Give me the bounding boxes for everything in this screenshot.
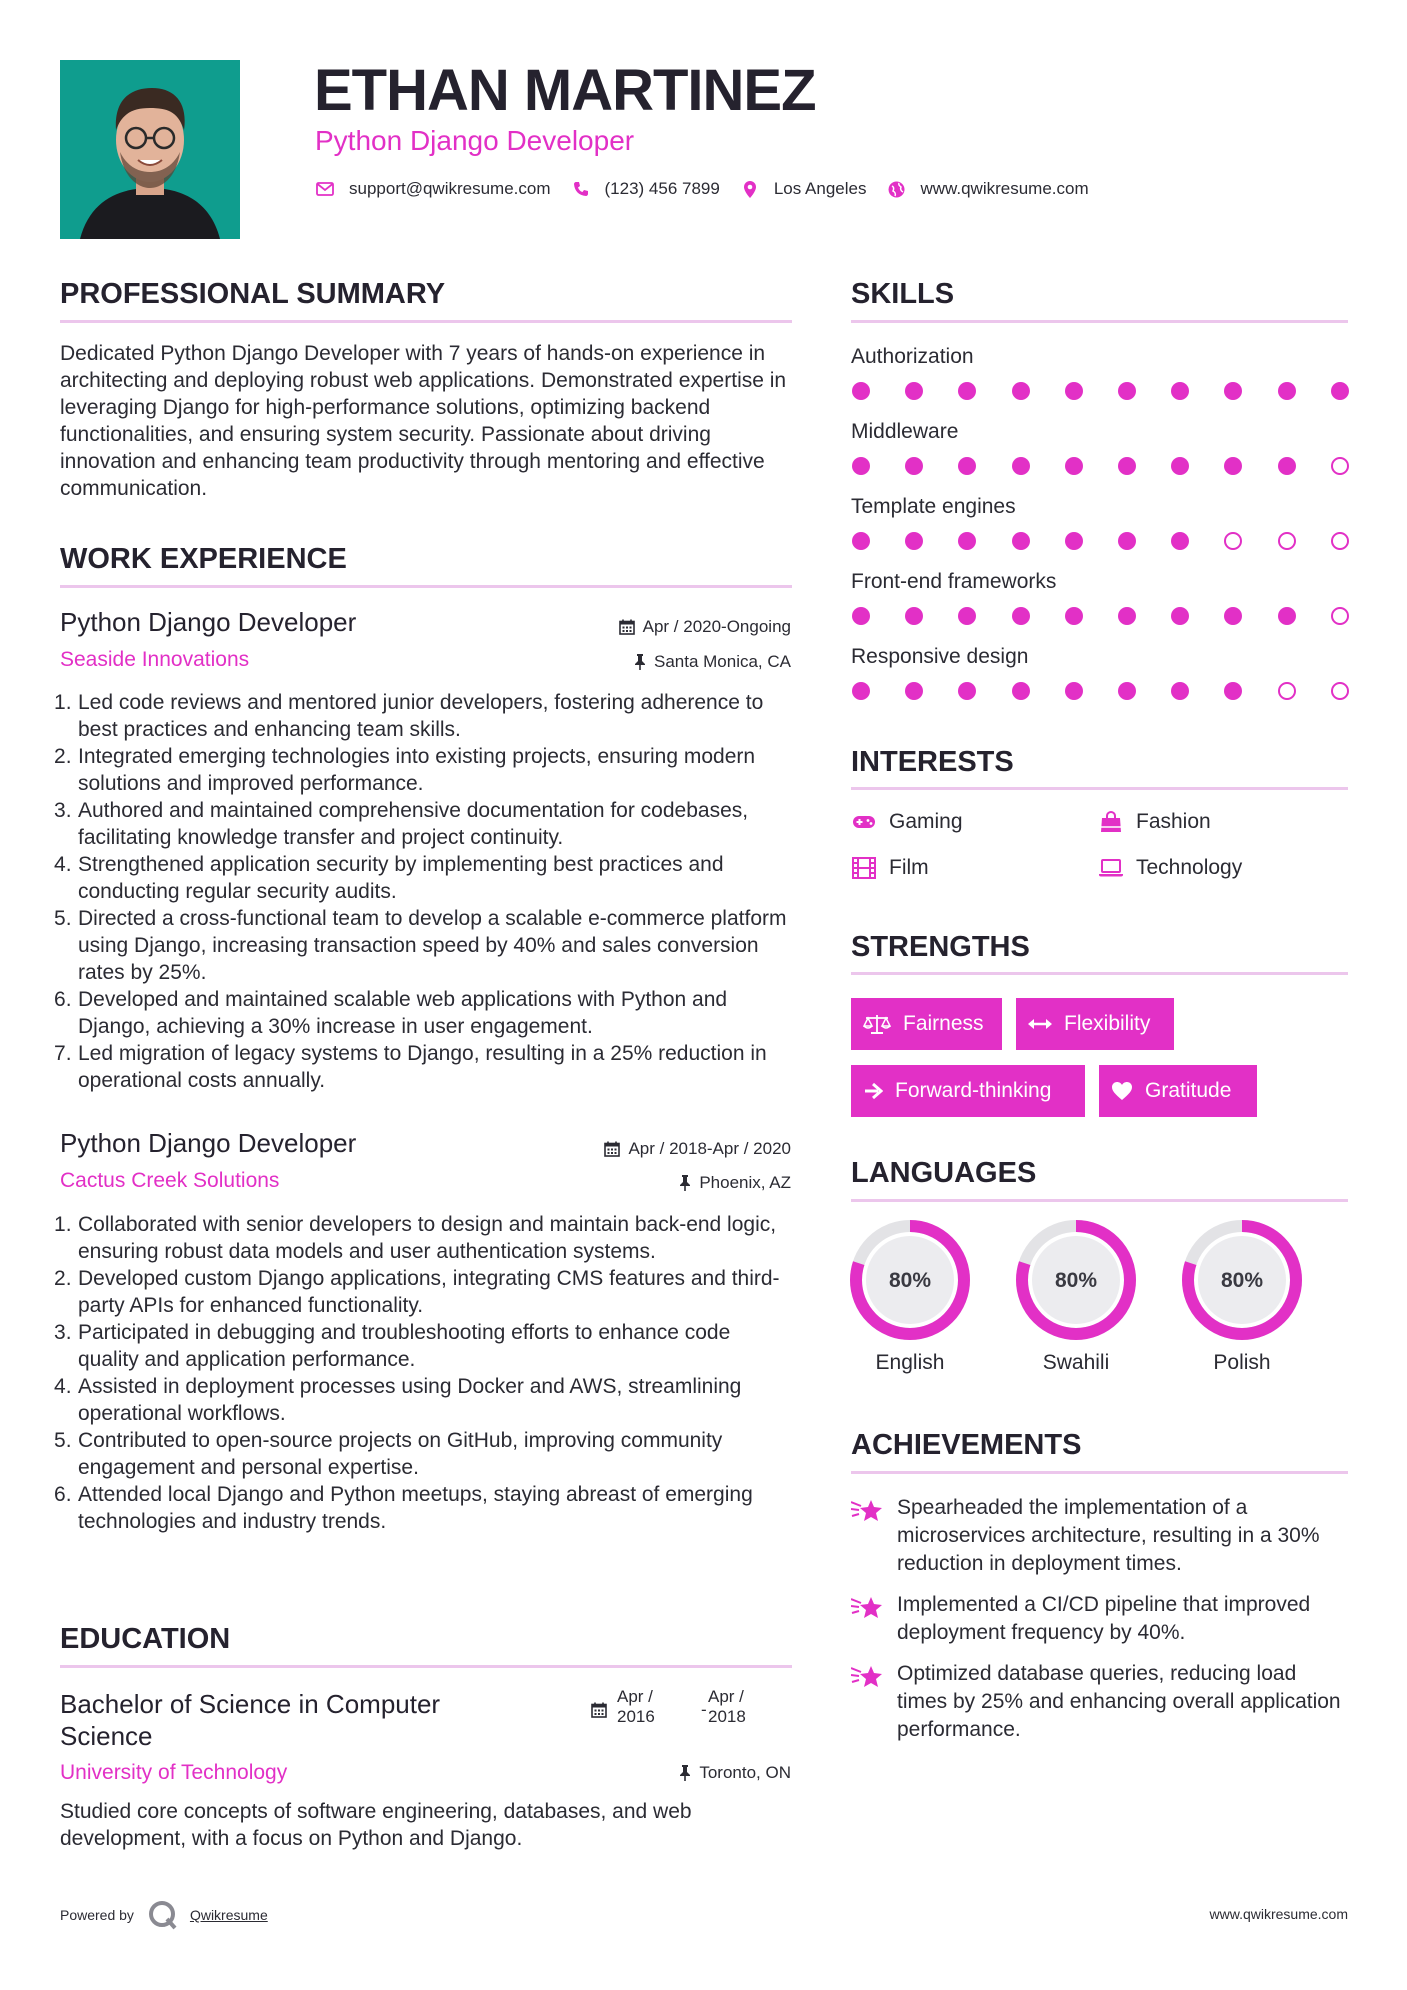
rating-dot-empty xyxy=(1331,607,1349,625)
language-percent: 80% xyxy=(888,1269,932,1292)
strength-tag-forward-thinking: Forward-thinking xyxy=(851,1065,1085,1117)
rating-dot-filled xyxy=(1278,607,1296,625)
balance-scale-icon xyxy=(863,1013,891,1035)
job-duties xyxy=(60,1211,792,1535)
footer-branding xyxy=(60,1900,268,1930)
rating-dot-filled xyxy=(958,532,976,550)
job-dates: Apr / 2020-Ongoing xyxy=(619,616,791,638)
strength-tag-flexibility: Flexibility xyxy=(1016,998,1174,1050)
achievements-rule xyxy=(851,1471,1348,1474)
rating-dot-filled xyxy=(1224,607,1242,625)
job-title: Python Django Developer xyxy=(60,607,357,637)
rating-dot-filled xyxy=(852,382,870,400)
skills-rule xyxy=(851,320,1348,323)
school-name: University of Technology xyxy=(60,1761,288,1784)
rating-dot-filled xyxy=(1065,382,1083,400)
powered-by-label: Powered by xyxy=(60,1907,134,1923)
duty-item: Contributed to open-source projects on GitHub, improving community engagement and personal expertise. xyxy=(78,1429,723,1479)
rating-dot-filled xyxy=(1065,457,1083,475)
strengths-rule xyxy=(851,972,1348,975)
rating-dot-filled xyxy=(905,607,923,625)
languages-rule xyxy=(851,1199,1348,1202)
skill-name: Middleware xyxy=(851,420,959,443)
education-heading: EDUCATION xyxy=(60,1623,231,1655)
website-text: www.qwikresume.com xyxy=(920,179,1089,198)
globe-icon xyxy=(886,179,906,199)
duty-item: Developed custom Django applications, integrating CMS features and third-party APIs for enhanced functionality. xyxy=(78,1267,780,1317)
duty-item: Integrated emerging technologies into existing projects, ensuring modern solutions and improved performance. xyxy=(78,745,756,795)
rating-dot-filled xyxy=(1118,607,1136,625)
pushpin-icon xyxy=(679,1175,691,1191)
rating-dot-filled xyxy=(958,607,976,625)
language-progress-ring xyxy=(848,1218,972,1342)
language-percent: 80% xyxy=(1054,1269,1098,1292)
company-name: Seaside Innovations xyxy=(60,648,250,671)
achievement-item: Optimized database queries, reducing load times by 25% and enhancing overall application performance. xyxy=(851,1660,1348,1744)
skill-rating xyxy=(851,682,1348,702)
language-item xyxy=(848,1218,972,1376)
job-location: Santa Monica, CA xyxy=(634,651,791,673)
rating-dot-filled xyxy=(905,532,923,550)
rating-dot-empty xyxy=(1331,682,1349,700)
rating-dot-filled xyxy=(1171,382,1189,400)
rating-dot-filled xyxy=(1118,382,1136,400)
shopping-bag-icon xyxy=(1098,811,1124,833)
skill-rating xyxy=(851,382,1348,402)
interest-fashion: Fashion xyxy=(1098,809,1211,835)
language-name: Swahili xyxy=(1042,1351,1110,1374)
film-icon xyxy=(851,857,877,879)
rating-dot-filled xyxy=(852,532,870,550)
rating-dot-filled xyxy=(1012,532,1030,550)
rating-dot-filled xyxy=(1118,532,1136,550)
rating-dot-filled xyxy=(1171,607,1189,625)
calendar-icon xyxy=(591,1702,607,1718)
rating-dot-filled xyxy=(958,457,976,475)
candidate-title: Python Django Developer xyxy=(315,125,635,156)
rating-dot-filled xyxy=(852,682,870,700)
skill-name: Responsive design xyxy=(851,645,1029,668)
duty-item: Developed and maintained scalable web applications with Python and Django, achieving a 30% increase in user engagement. xyxy=(78,988,728,1038)
map-marker-icon xyxy=(740,179,760,199)
interest-technology: Technology xyxy=(1098,855,1242,881)
rating-dot-filled xyxy=(1171,532,1189,550)
rating-dot-filled xyxy=(1012,382,1030,400)
job-duties xyxy=(60,689,792,1094)
phone-text: (123) 456 7899 xyxy=(604,179,720,198)
duty-item: Led code reviews and mentored junior developers, fostering adherence to best practices and enhancing team skills. xyxy=(78,691,764,741)
education-rule xyxy=(60,1665,792,1668)
phone-icon xyxy=(571,179,591,199)
language-name: English xyxy=(875,1351,945,1374)
language-progress-ring xyxy=(1014,1218,1138,1342)
achievement-item: Spearheaded the implementation of a microservices architecture, resulting in a 30% reduction in deployment times. xyxy=(851,1494,1348,1578)
calendar-icon xyxy=(619,619,635,635)
job-dates: Apr / 2018-Apr / 2020 xyxy=(604,1138,791,1160)
rating-dot-filled xyxy=(1278,382,1296,400)
laptop-icon xyxy=(1098,859,1124,877)
rating-dot-filled xyxy=(1012,607,1030,625)
strength-tag-gratitude: Gratitude xyxy=(1099,1065,1257,1117)
interest-film: Film xyxy=(851,855,929,881)
rating-dot-empty xyxy=(1331,532,1349,550)
profile-photo xyxy=(60,60,240,239)
rating-dot-filled xyxy=(905,382,923,400)
rating-dot-filled xyxy=(1012,682,1030,700)
arrows-horizontal-icon xyxy=(1028,1018,1052,1030)
duty-item: Assisted in deployment processes using Docker and AWS, streamlining operational workflows. xyxy=(78,1375,742,1425)
summary-text: Dedicated Python Django Developer with 7 years of hands-on experience in architecting and deploying robust web applications. Demonstrated expertise in leveraging Django for high-performance solutions, optimizing backend functionalities, and ensuring system security. Passionate about driving innovation and enhancing team productivity through mentoring and effective communication. xyxy=(60,342,787,500)
duty-item: Collaborated with senior developers to design and maintain back-end logic, ensuring robust data models and user authentication systems. xyxy=(78,1213,777,1263)
rating-dot-filled xyxy=(1278,457,1296,475)
strengths-heading: STRENGTHS xyxy=(851,931,1030,963)
language-item xyxy=(1180,1218,1304,1376)
footer-site[interactable]: www.qwikresume.com xyxy=(1209,1906,1348,1922)
arrow-right-icon xyxy=(863,1082,883,1100)
skill-name: Authorization xyxy=(851,345,974,368)
experience-heading: WORK EXPERIENCE xyxy=(60,543,347,575)
gamepad-icon xyxy=(851,815,877,829)
rating-dot-filled xyxy=(1065,607,1083,625)
rating-dot-empty xyxy=(1278,532,1296,550)
rating-dot-filled xyxy=(1065,682,1083,700)
qwikresume-logo-icon xyxy=(148,1900,178,1930)
edu-start-date: Apr / 2016 xyxy=(617,1687,655,1726)
skill-rating xyxy=(851,532,1348,552)
contact-bar xyxy=(315,178,1109,200)
rating-dot-empty xyxy=(1278,682,1296,700)
contact-location xyxy=(740,178,867,200)
skill-name: Template engines xyxy=(851,495,1016,518)
rating-dot-empty xyxy=(1224,532,1242,550)
rating-dot-filled xyxy=(1171,457,1189,475)
rating-dot-filled xyxy=(1118,457,1136,475)
location-text: Los Angeles xyxy=(773,179,867,198)
duty-item: Authored and maintained comprehensive documentation for codebases, facilitating knowledge transfer and project continuity. xyxy=(78,799,749,849)
interests-heading: INTERESTS xyxy=(851,746,1014,778)
shooting-star-icon xyxy=(851,1660,885,1744)
heart-icon xyxy=(1111,1081,1133,1101)
language-item xyxy=(1014,1218,1138,1376)
shooting-star-icon xyxy=(851,1494,885,1578)
duty-item: Attended local Django and Python meetups, staying abreast of emerging technologies and industry trends. xyxy=(78,1483,753,1533)
rating-dot-filled xyxy=(958,682,976,700)
duty-item: Led migration of legacy systems to Django, resulting in a 25% reduction in operational costs annually. xyxy=(78,1042,767,1092)
job-location: Phoenix, AZ xyxy=(679,1172,791,1194)
qwikresume-link[interactable]: Qwikresume xyxy=(189,1907,268,1923)
language-name: Polish xyxy=(1213,1351,1271,1374)
skills-heading: SKILLS xyxy=(851,278,955,310)
rating-dot-filled xyxy=(1118,682,1136,700)
contact-email[interactable] xyxy=(315,178,551,200)
calendar-icon xyxy=(604,1141,620,1157)
languages-heading: LANGUAGES xyxy=(851,1157,1037,1189)
skill-rating xyxy=(851,607,1348,627)
skill-rating xyxy=(851,457,1348,477)
skill-name: Front-end frameworks xyxy=(851,570,1057,593)
duty-item: Strengthened application security by implementing best practices and conducting regular security audits. xyxy=(78,853,724,903)
education-description: Studied core concepts of software engineering, databases, and web development, with a focus on Python and Django. xyxy=(60,1800,692,1850)
rating-dot-filled xyxy=(1065,532,1083,550)
company-name: Cactus Creek Solutions xyxy=(60,1169,280,1192)
shooting-star-icon xyxy=(851,1591,885,1647)
edu-end-date: Apr / 2018 xyxy=(708,1687,746,1726)
contact-website[interactable] xyxy=(886,178,1088,200)
summary-rule xyxy=(60,320,792,323)
experience-rule xyxy=(60,585,792,588)
duty-item: Participated in debugging and troubleshooting efforts to enhance code quality and application performance. xyxy=(78,1321,731,1371)
language-progress-ring xyxy=(1180,1218,1304,1342)
rating-dot-filled xyxy=(1331,382,1349,400)
interest-gaming: Gaming xyxy=(851,809,963,835)
rating-dot-filled xyxy=(1224,682,1242,700)
language-percent: 80% xyxy=(1220,1269,1264,1292)
duty-item: Directed a cross-functional team to develop a scalable e-commerce platform using Django, increasing transaction speed by 40% and sales conversion rates by 25%. xyxy=(78,907,787,984)
contact-phone[interactable] xyxy=(571,178,720,200)
edu-location: Toronto, ON xyxy=(679,1762,791,1784)
pushpin-icon xyxy=(679,1765,691,1781)
rating-dot-filled xyxy=(1171,682,1189,700)
rating-dot-filled xyxy=(852,607,870,625)
rating-dot-filled xyxy=(905,457,923,475)
email-text: support@qwikresume.com xyxy=(349,179,551,198)
strength-tag-fairness: Fairness xyxy=(851,998,1002,1050)
rating-dot-filled xyxy=(905,682,923,700)
degree-line-2: Science xyxy=(60,1721,153,1751)
rating-dot-empty xyxy=(1331,457,1349,475)
date-separator: - xyxy=(701,1700,707,1719)
pushpin-icon xyxy=(634,654,646,670)
summary-heading: PROFESSIONAL SUMMARY xyxy=(60,278,446,310)
rating-dot-filled xyxy=(1224,457,1242,475)
achievement-item: Implemented a CI/CD pipeline that improved deployment frequency by 40%. xyxy=(851,1591,1348,1647)
degree-line-1: Bachelor of Science in Computer xyxy=(60,1689,441,1719)
rating-dot-filled xyxy=(852,457,870,475)
achievements-heading: ACHIEVEMENTS xyxy=(851,1429,1082,1461)
interests-rule xyxy=(851,787,1348,790)
rating-dot-filled xyxy=(1224,382,1242,400)
job-title: Python Django Developer xyxy=(60,1128,357,1158)
envelope-icon xyxy=(315,179,335,199)
rating-dot-filled xyxy=(1012,457,1030,475)
candidate-name: ETHAN MARTINEZ xyxy=(314,58,816,123)
rating-dot-filled xyxy=(958,382,976,400)
